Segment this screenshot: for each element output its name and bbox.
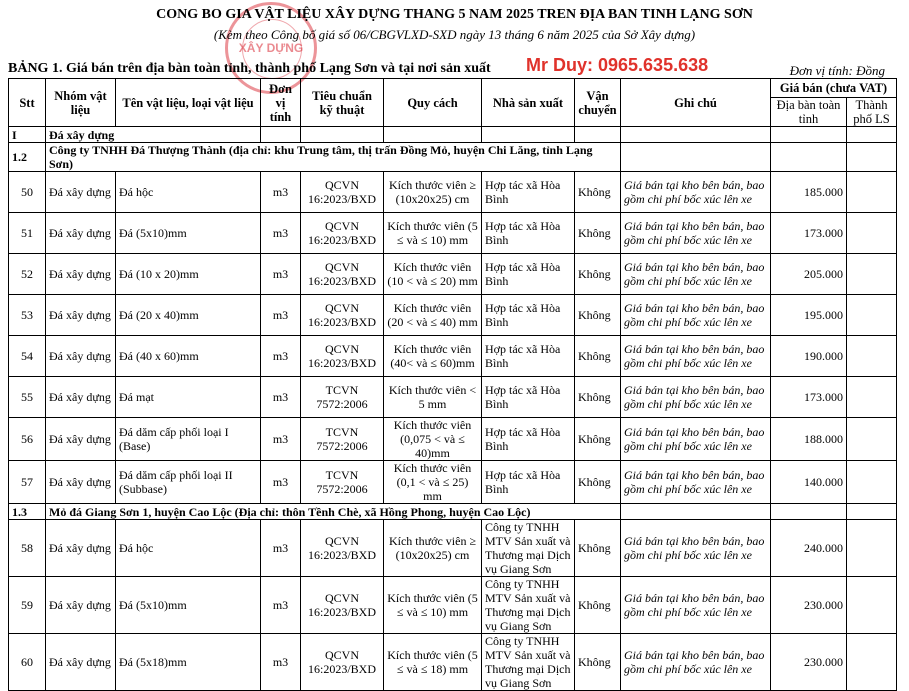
- header-row: [9, 79, 897, 98]
- cell-price-city: [847, 418, 897, 461]
- cell-note: Giá bán tại kho bên bán, bao gồm chi phí bốc xúc lên xe: [621, 377, 771, 418]
- cell-spec: Kích thước viên (5 ≤ và ≤ 18) mm: [384, 634, 482, 691]
- cell-note: Giá bán tại kho bên bán, bao gồm chi phí bốc xúc lên xe: [621, 336, 771, 377]
- cell-unit: m3: [261, 254, 301, 295]
- table-row: [9, 377, 897, 418]
- cell-name: Đá (40 x 60)mm: [116, 336, 261, 377]
- unit-note: Đơn vị tính: Đồng: [789, 63, 885, 78]
- cell-price-city: [847, 577, 897, 634]
- col-stt: Stt: [9, 79, 46, 127]
- cell-producer: Hợp tác xã Hòa Bình: [482, 336, 575, 377]
- cell-name: Đá (10 x 20)mm: [116, 254, 261, 295]
- table-caption: BẢNG 1. Giá bán trên địa bàn toàn tỉnh, thành phố Lạng Sơn và tại nơi sản xuất: [8, 61, 491, 76]
- cell-unit: m3: [261, 295, 301, 336]
- section-name-text: Mỏ đá Giang Sơn 1, huyện Cao Lộc (Địa chỉ: thôn Tềnh Chè, xã Hồng Phong, huyện Cao Lộc): [49, 504, 531, 519]
- cell-group: Đá xây dựng: [46, 295, 116, 336]
- cell-note: Giá bán tại kho bên bán, bao gồm chi phí bốc xúc lên xe: [621, 172, 771, 213]
- cell-note: Giá bán tại kho bên bán, bao gồm chi phí bốc xúc lên xe: [621, 254, 771, 295]
- cell-note: Giá bán tại kho bên bán, bao gồm chi phí bốc xúc lên xe: [621, 418, 771, 461]
- cell-stt: 50: [9, 172, 46, 213]
- cell-standard: QCVN 16:2023/BXD: [301, 520, 384, 577]
- cell-transport: Không: [575, 172, 621, 213]
- cell-transport: Không: [575, 577, 621, 634]
- col-standard: Tiêu chuẩn kỹ thuật: [301, 79, 384, 127]
- cell-standard: QCVN 16:2023/BXD: [301, 577, 384, 634]
- cell-spec: Kích thước viên (0,075 < và ≤ 40)mm: [384, 418, 482, 461]
- cell-name: Đá mạt: [116, 377, 261, 418]
- section-row: [9, 504, 897, 520]
- cell-stt: 57: [9, 461, 46, 504]
- cell-transport: Không: [575, 336, 621, 377]
- cell-unit: m3: [261, 377, 301, 418]
- col-transport: Vận chuyển: [575, 79, 621, 127]
- cell-price-city: [847, 461, 897, 504]
- cell-spec: Kích thước viên (20 < và ≤ 40) mm: [384, 295, 482, 336]
- cell-price-city: [847, 213, 897, 254]
- cell-price-city: [847, 254, 897, 295]
- cell-standard: QCVN 16:2023/BXD: [301, 213, 384, 254]
- col-price-city: Thành phố LS: [847, 98, 897, 127]
- cell-standard: QCVN 16:2023/BXD: [301, 172, 384, 213]
- cell-spec: Kích thước viên ≥ (10x20x25) cm: [384, 520, 482, 577]
- cell-note: Giá bán tại kho bên bán, bao gồm chi phí bốc xúc lên xe: [621, 213, 771, 254]
- cell-producer: Hợp tác xã Hòa Bình: [482, 418, 575, 461]
- cell-producer: Hợp tác xã Hòa Bình: [482, 172, 575, 213]
- cell-group: Đá xây dựng: [46, 418, 116, 461]
- col-price-group: Giá bán (chưa VAT): [771, 79, 897, 98]
- cell-standard: QCVN 16:2023/BXD: [301, 295, 384, 336]
- section-name: Đá xây dựng: [46, 127, 261, 143]
- cell-producer: Hợp tác xã Hòa Bình: [482, 254, 575, 295]
- cell-name: Đá (5x18)mm: [116, 634, 261, 691]
- cell-transport: Không: [575, 213, 621, 254]
- cell-note: Giá bán tại kho bên bán, bao gồm chi phí bốc xúc lên xe: [621, 461, 771, 504]
- cell-price-province: 185.000: [771, 172, 847, 213]
- cell-producer: Công ty TNHH MTV Sản xuất và Thương mại Dịch vụ Giang Sơn: [482, 520, 575, 577]
- cell-producer: Hợp tác xã Hòa Bình: [482, 213, 575, 254]
- section-code: I: [9, 127, 46, 143]
- table-row: [9, 461, 897, 504]
- cell-group: Đá xây dựng: [46, 336, 116, 377]
- cell-group: Đá xây dựng: [46, 634, 116, 691]
- cell-price-city: [847, 634, 897, 691]
- cell-transport: Không: [575, 295, 621, 336]
- document-subtitle: (Kèm theo Công bố giá số 06/CBGVLXD-SXD ngày 13 tháng 6 năm 2025 của Sở Xây dựng): [213, 27, 696, 42]
- cell-group: Đá xây dựng: [46, 172, 116, 213]
- cell-price-province: 240.000: [771, 520, 847, 577]
- cell-producer: Hợp tác xã Hòa Bình: [482, 377, 575, 418]
- cell-price-province: 230.000: [771, 577, 847, 634]
- cell-price-city: [847, 295, 897, 336]
- cell-group: Đá xây dựng: [46, 461, 116, 504]
- cell-name: Đá (5x10)mm: [116, 577, 261, 634]
- cell-group: Đá xây dựng: [46, 520, 116, 577]
- cell-group: Đá xây dựng: [46, 377, 116, 418]
- contact-overlay: Mr Duy: 0965.635.638: [526, 55, 709, 75]
- table-row: [9, 520, 897, 577]
- col-unit: Đơn vị tính: [261, 79, 301, 127]
- cell-stt: 60: [9, 634, 46, 691]
- col-producer: Nhà sản xuất: [482, 79, 575, 127]
- cell-spec: Kích thước viên (5 ≤ và ≤ 10) mm: [384, 577, 482, 634]
- cell-transport: Không: [575, 461, 621, 504]
- cell-spec: Kích thước viên (5 ≤ và ≤ 10) mm: [384, 213, 482, 254]
- col-name: Tên vật liệu, loại vật liệu: [116, 79, 261, 127]
- cell-producer: Hợp tác xã Hòa Bình: [482, 295, 575, 336]
- cell-producer: Công ty TNHH MTV Sản xuất và Thương mại Dịch vụ Giang Sơn: [482, 634, 575, 691]
- cell-price-province: 173.000: [771, 377, 847, 418]
- cell-note: Giá bán tại kho bên bán, bao gồm chi phí bốc xúc lên xe: [621, 634, 771, 691]
- cell-standard: QCVN 16:2023/BXD: [301, 634, 384, 691]
- cell-group: Đá xây dựng: [46, 577, 116, 634]
- col-note: Ghi chú: [621, 79, 771, 127]
- cell-name: Đá (20 x 40)mm: [116, 295, 261, 336]
- cell-unit: m3: [261, 336, 301, 377]
- cell-producer: Hợp tác xã Hòa Bình: [482, 461, 575, 504]
- stamp-text: XÂY DỰNG: [238, 41, 304, 55]
- cell-name: Đá hộc: [116, 172, 261, 213]
- cell-stt: 56: [9, 418, 46, 461]
- cell-standard: TCVN 7572:2006: [301, 377, 384, 418]
- cell-unit: m3: [261, 213, 301, 254]
- section-code: 1.2: [9, 143, 46, 172]
- section-name: [46, 143, 621, 172]
- col-spec: Quy cách: [384, 79, 482, 127]
- cell-stt: 52: [9, 254, 46, 295]
- cell-unit: m3: [261, 634, 301, 691]
- cell-spec: Kích thước viên (0,1 < và ≤ 25) mm: [384, 461, 482, 504]
- section-name: [46, 504, 621, 520]
- cell-standard: QCVN 16:2023/BXD: [301, 254, 384, 295]
- cell-name: Đá dăm cấp phối loại II (Subbase): [116, 461, 261, 504]
- cell-unit: m3: [261, 520, 301, 577]
- section-code: 1.3: [9, 504, 46, 520]
- cell-unit: m3: [261, 172, 301, 213]
- cell-price-city: [847, 520, 897, 577]
- table-row: [9, 295, 897, 336]
- cell-price-province: 173.000: [771, 213, 847, 254]
- cell-standard: TCVN 7572:2006: [301, 418, 384, 461]
- cell-price-province: 188.000: [771, 418, 847, 461]
- col-group: Nhóm vật liệu: [46, 79, 116, 127]
- cell-unit: m3: [261, 461, 301, 504]
- cell-spec: Kích thước viên ≥ (10x20x25) cm: [384, 172, 482, 213]
- cell-price-city: [847, 172, 897, 213]
- cell-group: Đá xây dựng: [46, 213, 116, 254]
- col-price-province: Địa bàn toàn tỉnh: [771, 98, 847, 127]
- cell-price-province: 195.000: [771, 295, 847, 336]
- cell-stt: 54: [9, 336, 46, 377]
- cell-producer: Công ty TNHH MTV Sản xuất và Thương mại Dịch vụ Giang Sơn: [482, 577, 575, 634]
- cell-price-province: 205.000: [771, 254, 847, 295]
- cell-transport: Không: [575, 634, 621, 691]
- section-row: [9, 127, 897, 143]
- cell-name: Đá dăm cấp phối loại I (Base): [116, 418, 261, 461]
- table-row: [9, 418, 897, 461]
- cell-price-province: 140.000: [771, 461, 847, 504]
- section-name-text: Công ty TNHH Đá Thượng Thành (địa chỉ: khu Trung tâm, thị trấn Đồng Mỏ, huyện Chi Lăng, tỉnh Lạng Sơn): [49, 143, 593, 171]
- cell-stt: 59: [9, 577, 46, 634]
- table-row: [9, 254, 897, 295]
- cell-spec: Kích thước viên (10 < và ≤ 20) mm: [384, 254, 482, 295]
- table-row: [9, 577, 897, 634]
- cell-price-city: [847, 377, 897, 418]
- cell-group: Đá xây dựng: [46, 254, 116, 295]
- cell-transport: Không: [575, 418, 621, 461]
- cell-note: Giá bán tại kho bên bán, bao gồm chi phí bốc xúc lên xe: [621, 520, 771, 577]
- cell-stt: 53: [9, 295, 46, 336]
- table-row: [9, 213, 897, 254]
- price-table: [8, 78, 897, 691]
- cell-spec: Kích thước viên (40< và ≤ 60)mm: [384, 336, 482, 377]
- cell-note: Giá bán tại kho bên bán, bao gồm chi phí bốc xúc lên xe: [621, 577, 771, 634]
- cell-standard: QCVN 16:2023/BXD: [301, 336, 384, 377]
- table-row: [9, 336, 897, 377]
- cell-name: Đá hộc: [116, 520, 261, 577]
- cell-transport: Không: [575, 254, 621, 295]
- cell-stt: 51: [9, 213, 46, 254]
- cell-price-city: [847, 336, 897, 377]
- cell-transport: Không: [575, 377, 621, 418]
- cell-stt: 58: [9, 520, 46, 577]
- cell-transport: Không: [575, 520, 621, 577]
- cell-name: Đá (5x10)mm: [116, 213, 261, 254]
- cell-spec: Kích thước viên < 5 mm: [384, 377, 482, 418]
- table-row: [9, 634, 897, 691]
- cell-price-province: 190.000: [771, 336, 847, 377]
- cell-standard: TCVN 7572:2006: [301, 461, 384, 504]
- cell-stt: 55: [9, 377, 46, 418]
- section-row: [9, 143, 897, 172]
- cell-unit: m3: [261, 577, 301, 634]
- document-title: CONG BO GIA VẬT LIỆU XÂY DỰNG THANG 5 NAM 2025 TREN ĐỊA BAN TINH LẠNG SƠN: [156, 7, 753, 22]
- cell-unit: m3: [261, 418, 301, 461]
- cell-price-province: 230.000: [771, 634, 847, 691]
- table-row: [9, 172, 897, 213]
- cell-note: Giá bán tại kho bên bán, bao gồm chi phí bốc xúc lên xe: [621, 295, 771, 336]
